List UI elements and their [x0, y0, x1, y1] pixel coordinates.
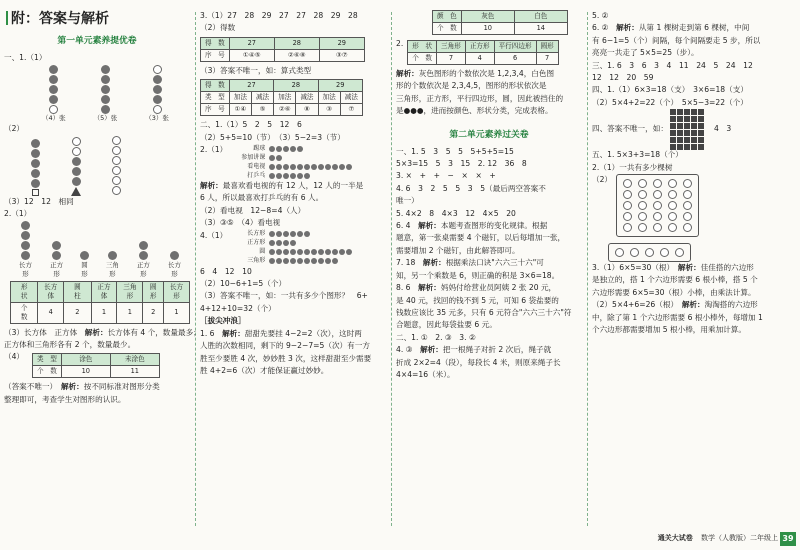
figure-dot: [276, 173, 282, 179]
ring-dot: [623, 179, 632, 188]
circle-icon: [112, 186, 121, 195]
figure-row-label: 踢球: [253, 144, 266, 152]
column-3: [396, 10, 582, 528]
ring-dot: [638, 190, 647, 199]
shape-bar-figure: 长方形 正方形 圆形 三角形 正方形 长方形: [10, 221, 190, 279]
answer-line: 5. ②: [592, 11, 609, 20]
activity-bar-figure: 2.（1） 踢球 参加讲课 看电视 打乒乓: [200, 144, 386, 180]
q1-part2: （2）: [4, 124, 25, 134]
answer-line: 唯一）: [396, 196, 419, 206]
answer-line: 8. 6 解析：妈妈付给营业员阿姨 2 张 20 元，: [396, 283, 557, 293]
title-marker-icon: [6, 11, 8, 25]
figure-dot: [269, 164, 275, 170]
figure-dot: [269, 240, 275, 246]
answer-line: 个六边形都需要增加 5 根小棒，用乘加计算。: [592, 325, 746, 335]
ring-dot: [683, 201, 692, 210]
ring-dot: [615, 248, 624, 257]
q3-part2: （2）得数: [200, 23, 236, 33]
figure-row-label: 圆: [259, 248, 266, 256]
ring-dot: [653, 212, 662, 221]
figure-row-label: 打乒乓: [247, 171, 266, 179]
column-divider: [195, 12, 196, 526]
answer-line: 6. 4 解析：本题考查图形的变化规律。根据: [396, 221, 548, 231]
grid-dot: [684, 109, 690, 115]
grid-dot: [691, 109, 697, 115]
figure-dot: [276, 231, 282, 237]
column-4: [592, 10, 792, 528]
sec2-q4-part3: （3）答案不唯一，如：一共有多少个图形？ 6+: [200, 291, 368, 301]
answer-line: 二、1. ① 2. ③ 3. ②: [396, 332, 476, 342]
answer-line: 合题意，因此每袋盐要 6 元。: [396, 320, 497, 330]
sec2-q2-analysis: 解析：最喜欢看电视的有 12 人，12 人的一半是: [200, 181, 364, 191]
ring-dot: [660, 248, 669, 257]
grid-dot: [684, 137, 690, 143]
abacus-stack: （4）张: [42, 64, 66, 123]
ring-row: [620, 222, 695, 233]
figure-dot: [304, 249, 310, 255]
answer-line: 4. ③ 解析：把一根绳子对折 2 次后，绳子就: [396, 345, 552, 355]
figure-dot: [269, 249, 275, 255]
figure-dot: [304, 164, 310, 170]
figure-dot: [269, 231, 275, 237]
figure-dot: [276, 258, 282, 264]
shape-table-block: 2. 形 状 三角形 正方形 平行四边形 圆形 个 数 7 4 6 7: [396, 38, 582, 68]
grid-dot: [677, 109, 683, 115]
figure-dot: [276, 164, 282, 170]
square-icon: [32, 189, 39, 196]
analysis: 解析：灰色图形的个数依次是 1,2,3,4，白色图: [396, 69, 555, 78]
ring-dot: [683, 179, 692, 188]
abacus-stack: [69, 137, 83, 196]
figure-dot: [290, 249, 296, 255]
ring-dot: [668, 212, 677, 221]
q3-part1: 3.（1）27 28 29 27 27 28 29 28: [200, 11, 358, 20]
figure-dot: [297, 146, 303, 152]
grid-dot: [677, 130, 683, 136]
figure-row: [231, 230, 352, 239]
figure-row-label: 参加讲课: [241, 153, 266, 161]
ring-dot: [623, 201, 632, 210]
figure-dot: [269, 146, 275, 152]
sec2-q4-part2: （2）10−6+1=5（个）: [200, 279, 287, 289]
figure-dot: [269, 258, 275, 264]
figure-dot: [297, 249, 303, 255]
figure-dot: [290, 258, 296, 264]
figure-row-label: 长方形: [247, 230, 266, 238]
ring-dot: [623, 212, 632, 221]
answer-line: 6. ② 解析：从第 1 棵树走到第 6 棵树，中间: [592, 23, 750, 33]
figure-dot: [304, 258, 310, 264]
footer-brand: 通关大试卷: [657, 534, 693, 542]
shape-count-figure: 4.（1） 长方形 正方形 圆 三角形: [200, 230, 386, 266]
ring-dot: [623, 190, 632, 199]
color-table: 颜 色 灰色 白色 个 数 10 14: [432, 10, 568, 35]
figure-dot: [304, 173, 310, 179]
abacus-stack: （5）张: [94, 64, 118, 123]
figure-dot: [311, 258, 317, 264]
sec2-q2-part3: （3）③⑤ （4）看电视: [200, 218, 281, 228]
figure-dot: [346, 164, 352, 170]
figure-dot: [276, 146, 282, 152]
figure-row: [231, 257, 352, 266]
dot-array-icon: [670, 109, 704, 150]
ring-dot: [683, 212, 692, 221]
answer-line: 是 40 元，找回的钱不到 5 元，可知 6 袋盐要的: [396, 295, 559, 305]
figure-dot: [318, 164, 324, 170]
figure-dot: [318, 249, 324, 255]
answer-line: 三、1. 6 3 6 3 4 11 24 5 24 12: [592, 60, 753, 70]
circle-group-icon: [608, 243, 691, 262]
answer-line: 4×4=16（米）。: [396, 369, 455, 379]
shape-table: 形 状 三角形 正方形 平行四边形 圆形 个 数 7 4 6 7: [407, 40, 559, 65]
grid-dot: [691, 144, 697, 150]
figure-dot: [283, 240, 289, 246]
answer-line: 7. 18 解析：根据乘法口诀"六六三十六"可: [396, 258, 544, 268]
shape-stacks: [16, 136, 190, 196]
ring-dot: [675, 248, 684, 257]
abacus-stack: [30, 139, 41, 196]
figure-dot: [304, 231, 310, 237]
figure-dot: [325, 258, 331, 264]
grid-dot: [698, 144, 704, 150]
q4-block: （4） 类 型 涂色 未涂色 个 数 10 11: [4, 351, 190, 381]
figure-dot: [269, 155, 275, 161]
circle-group-icon: [616, 174, 699, 237]
figure-dot: [290, 173, 296, 179]
grid-dot: [691, 130, 697, 136]
q2-label: 2.（1）: [4, 209, 32, 219]
figure-dot: [332, 164, 338, 170]
ring-row: [620, 178, 695, 189]
ring-dot: [668, 179, 677, 188]
sec2-q4-part3-cont: 4+12+10=32（个）: [200, 303, 276, 313]
figure-dot: [297, 231, 303, 237]
grid-dot: [670, 130, 676, 136]
figure-dot: [311, 249, 317, 255]
grid-dot: [691, 137, 697, 143]
q2-part3: （3）长方体 正方体 解析：长方体有 4 个，数量最多；: [4, 327, 201, 337]
ring-dot: [638, 201, 647, 210]
answer-line: 2.（1）一共有多少棵树: [592, 162, 673, 172]
figure-dot: [290, 164, 296, 170]
footer-info: 数学（人教版）二年级上: [701, 534, 778, 542]
triangle-icon: [71, 187, 81, 196]
ring-row: [620, 189, 695, 200]
ring-dot: [653, 223, 662, 232]
grid-dot: [691, 123, 697, 129]
grid-dot: [698, 116, 704, 122]
column-divider: [587, 12, 588, 526]
grid-dot: [684, 123, 690, 129]
answer-line: 需要增加 2 个磁钉，由此解答即可。: [396, 245, 520, 255]
figure-dot: [276, 155, 282, 161]
ring-row: [620, 200, 695, 211]
figure-dot: [332, 258, 338, 264]
analysis-cont: 三角形，正方形，平行四边形，圆，因此被挡住的: [396, 93, 564, 103]
type-table: 得 数 27 28 29 类 型 加法 减法 加法 减法 加法 减法 序 号 ①④ ⑤ ②⑥ ⑧ ③ ⑦: [200, 79, 363, 116]
answer-line: 4. 6 3 2 5 5 3 5（最后两空答案不: [396, 183, 546, 193]
grid-dot: [670, 137, 676, 143]
answer-line: 5. 4×2 8 4×3 12 4×5 20: [396, 208, 516, 218]
answer-line: 四、1.（1）6×3=18（支） 3×6=18（支）: [592, 85, 748, 95]
figure-dot: [290, 231, 296, 237]
q3-part3: （3）答案不唯一，如：算式类型: [200, 65, 312, 75]
figure-dot: [311, 164, 317, 170]
answer-line: （2）5×4+6=26（根） 解析：淘淘搭的六边形: [592, 300, 758, 310]
appendix-title: 附：答案与解析: [6, 10, 190, 28]
shape-count-bars: [231, 230, 352, 266]
sec2-q1: 二、1.（1）5 2 5 12 6: [200, 120, 302, 130]
q4-table: 类 型 涂色 未涂色 个 数 10 11: [32, 353, 160, 378]
figure-dot: [332, 249, 338, 255]
grid-dot: [677, 123, 683, 129]
ring-dot: [623, 223, 632, 232]
ext-q1-cont: 胜 4+2=6（次）才能保证赢过妙妙。: [200, 365, 329, 375]
answer-line: 题意，第一张桌需要 4 个磁钉，以后每增加一张，: [396, 233, 566, 243]
answer-line: 亮亮一共走了 5×5=25（步）。: [592, 48, 699, 58]
answer-line: （2）5×4+2=22（个） 5×5−3=22（个）: [592, 97, 748, 107]
ring-dot: [638, 179, 647, 188]
q2-part3-cont: 正方体和三角形各有 2 个，数量最少。: [4, 340, 136, 350]
figure-dot: [318, 258, 324, 264]
ring-dot: [653, 179, 662, 188]
figure-row: [231, 144, 352, 153]
figure-dot: [346, 249, 352, 255]
figure-dot: [325, 164, 331, 170]
grid-dot: [684, 116, 690, 122]
figure-dot: [339, 164, 345, 170]
answer-line: 5×3=15 5 3 15 2. 12 36 8: [396, 159, 527, 169]
figure-dot: [325, 249, 331, 255]
ring-dot: [645, 248, 654, 257]
q1-label: 一、1.（1）: [4, 53, 47, 62]
ring-dot: [638, 223, 647, 232]
figure-dot: [276, 249, 282, 255]
figure-row-label: 正方形: [247, 239, 266, 247]
figure-row: [231, 153, 352, 162]
ring-dot: [668, 223, 677, 232]
ring-dot: [653, 201, 662, 210]
answer-line: 六边形需要 6×5=30（根）小棒，由乘法计算。: [592, 287, 756, 297]
sec2-q4-values: 6 4 12 10: [200, 266, 252, 276]
figure-dot: [339, 249, 345, 255]
figure-row: [231, 162, 352, 171]
answer-line: 3. × + + − × × +: [396, 171, 496, 181]
answer-line: 五、1. 5×3+3=18（个）: [592, 150, 683, 160]
grid-dot: [670, 123, 676, 129]
ext-q1-cont: 人胜的次数相同，剩下的 9−2−7=5（次）有一方: [200, 341, 370, 351]
figure-row: [231, 171, 352, 180]
sec2-q2-part2: （2）看电视 12−8=4（人）: [200, 205, 306, 215]
answer-line: 是独立的，搭 1 个六边形需要 6 根小棒，搭 5 个: [592, 275, 758, 285]
q4-note: （答案不唯一） 解析：按不同标准对图形分类: [4, 382, 160, 392]
grid-dot: [684, 130, 690, 136]
ring-dot: [668, 190, 677, 199]
ring-dot: [630, 248, 639, 257]
figure-dot: [297, 164, 303, 170]
figure-dot: [290, 146, 296, 152]
answer-line: 钱数应该比 35 元多，只有 6 元符合"六六三十六"符: [396, 307, 572, 317]
figure-dot: [283, 258, 289, 264]
abacus-stack: [111, 136, 121, 196]
figure-dot: [283, 173, 289, 179]
ring-dot: [683, 223, 692, 232]
q1-part3: （3）12 12 相同: [4, 196, 74, 206]
analysis-cont: 形的个数依次是 2,3,4,5，图形的形状依次是: [396, 81, 547, 91]
analysis-cont: 是●●●，进而按颜色、形状分类，完成表格。: [396, 106, 553, 116]
ring-row: [620, 211, 695, 222]
answer-line: 知，另一个乘数是 6，则正确的积是 3×6=18。: [396, 270, 560, 280]
ring-dot: [668, 201, 677, 210]
answer-line: 中，除了第 1 个六边形需要 6 根小棒外，每增加 1: [592, 312, 763, 322]
page-number: 39: [780, 532, 796, 546]
figure-dot: [283, 164, 289, 170]
sec2-q2-analysis-cont: 6 人，所以最喜欢打乒乓的有 6 人。: [200, 193, 324, 203]
sec2-q1-part2: （2）5+5=10（节） （3）5−2=3（节）: [200, 132, 345, 142]
figure-dot: [269, 173, 275, 179]
q2-table: 形 状 长方体 圆 柱 正方体 三角形 圆形 长方形 个 数 4 2 1 1 2 1: [10, 281, 190, 324]
figure-dot: [290, 240, 296, 246]
grid-dot: [684, 144, 690, 150]
answer-line: 折成 2×2=4（段），每段长 4 米，则原来绳子长: [396, 357, 561, 367]
unit1-title: 第一单元素养提优卷: [57, 36, 137, 46]
dot-array-answer: 四、答案不唯一，如： 4 3: [592, 109, 792, 149]
ext-q1-cont: 胜至少要胜 4 次，妙妙胜 3 次，这样甜甜至少需要: [200, 353, 372, 363]
footer: [658, 532, 778, 544]
grid-dot: [670, 116, 676, 122]
ext-q1: 1. 6 解析：甜甜先要挂 4−2=2（次），这时两: [200, 328, 362, 338]
figure-dot: [283, 146, 289, 152]
ring-row: [612, 247, 687, 258]
figure-row: [231, 239, 352, 248]
tree-figure: （2）: [592, 174, 792, 262]
q4-note-cont: 整理即可，考查学生对图形的认识。: [4, 394, 126, 404]
extension-title: ［拔尖冲浪］: [200, 316, 246, 326]
abacus-stack: （3）张: [145, 64, 169, 123]
column-2: [200, 10, 386, 528]
answer-line: 一、1. 5 3 5 5 5+5+5=15: [396, 146, 514, 156]
grid-dot: [698, 130, 704, 136]
answer-line: 3.（1）6×5=30（根） 解析：佳佳搭的六边形: [592, 263, 754, 273]
figure-row-label: 三角形: [247, 257, 266, 265]
grid-dot: [677, 137, 683, 143]
figure-dot: [297, 258, 303, 264]
figure-dot: [276, 240, 282, 246]
answer-line: 有 6−1=5（个）间隔，每个间隔要走 5 步，所以: [592, 35, 761, 45]
grid-dot: [698, 109, 704, 115]
answer-line: 12 12 20 59: [592, 73, 654, 83]
figure-row: [231, 248, 352, 257]
grid-dot: [691, 116, 697, 122]
abacus-figures: [28, 64, 190, 123]
figure-dot: [283, 231, 289, 237]
figure-dot: [297, 173, 303, 179]
grid-dot: [670, 109, 676, 115]
ring-dot: [683, 190, 692, 199]
activity-bars: [231, 144, 352, 180]
figure-dot: [283, 249, 289, 255]
grid-dot: [698, 137, 704, 143]
ring-dot: [653, 190, 662, 199]
unit2-title: 第二单元素养过关卷: [449, 129, 529, 140]
column-1: [4, 10, 201, 528]
grid-dot: [677, 116, 683, 122]
column-divider: [391, 12, 392, 526]
ring-dot: [638, 212, 647, 221]
figure-row-label: 看电视: [247, 162, 266, 170]
sum-table: 得 数 27 28 29 序 号 ①④⑤ ②⑥⑧ ③⑦: [200, 37, 365, 62]
grid-dot: [698, 123, 704, 129]
